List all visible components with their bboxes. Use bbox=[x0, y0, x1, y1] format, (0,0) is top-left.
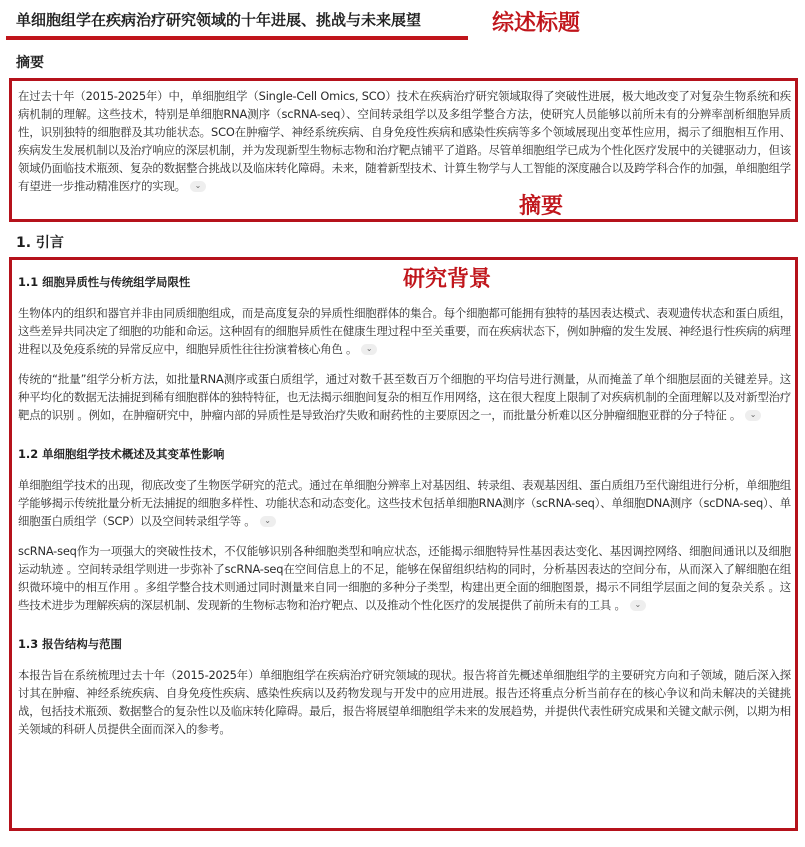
section-1-2-paragraph-1: 单细胞组学技术的出现，彻底改变了生物医学研究的范式。通过在单细胞分辨率上对基因组、转录组、表观基因组、蛋白质组乃至代谢组进行分析，单细胞组学能够揭示传统批量分析无法捕捉的细胞多样性、功能状态和动态变化。这些技术包括单细胞RNA测序（scRNA-seq）、单细胞DNA测序（scDNA-seq）、单细胞蛋白质组学（SCP）以及空间转录组学等 。 ⌄ bbox=[18, 478, 791, 528]
abstract-text: 在过去十年（2015-2025年）中，单细胞组学（Single-Cell Omics, SCO）技术在疾病治疗研究领域取得了突破性进展，极大地改变了对复杂生物系统和疾病机制的理解。这些技术，特别是单细胞RNA测序（scRNA-seq）、空间转录组学以及多组学整合方法，使研究人员能够以前所未有的分辨率剖析细胞异质性，识别独特的细胞群及其功能状态。SCO在肿瘤学、神经系统疾病、自身免疫性疾病和感染性疾病等多个领域展现出变革性应用，揭示了细胞相互作用、疾病发生发展机制以及治疗响应的深层机制，并为发现新型生物标志物和治疗靶点铺平了道路。尽管单细胞组学已成为个性化医疗发展中的关键驱动力，但该领域仍面临技术瓶颈、复杂的数据整合挑战以及临床转化障碍。未来，随着新型技术、计算生物学与人工智能的深度融合以及跨学科合作的加强，单细胞组学有望进一步推动精准医疗的实现。 ⌄ bbox=[18, 89, 791, 193]
expand-chevron-icon[interactable]: ⌄ bbox=[745, 410, 761, 421]
annotation-abstract-label: 摘要 bbox=[519, 194, 564, 219]
page-title: 单细胞组学在疾病治疗研究领域的十年进展、挑战与未来展望 bbox=[16, 11, 422, 29]
abstract-heading: 摘要 bbox=[16, 55, 44, 71]
section-1-3-heading: 1.3 报告结构与范围 bbox=[18, 637, 122, 651]
section-1-2-heading: 1.2 单细胞组学技术概述及其变革性影响 bbox=[18, 447, 225, 461]
annotation-title-label: 综述标题 bbox=[492, 11, 581, 36]
abstract-box bbox=[9, 78, 798, 222]
expand-chevron-icon[interactable]: ⌄ bbox=[361, 344, 377, 355]
background-box bbox=[9, 257, 798, 831]
section-1-1-heading: 1.1 细胞异质性与传统组学局限性 bbox=[18, 275, 191, 289]
section-1-1-paragraph-1: 生物体内的组织和器官并非由同质细胞组成，而是高度复杂的异质性细胞群体的集合。每个细胞都可能拥有独特的基因表达模式、表观遗传状态和蛋白质组，这些差异共同决定了细胞的功能和命运。这种固有的细胞异质性在健康生理过程中至关重要，而在疾病状态下，例如肿瘤的发生发展、神经退行性疾病的病理进程以及免疫系统的异常反应中，细胞异质性往往扮演着核心角色 。 ⌄ bbox=[18, 306, 791, 356]
section-1-3-paragraph-1: 本报告旨在系统梳理过去十年（2015-2025年）单细胞组学在疾病治疗研究领域的现状。报告将首先概述单细胞组学的主要研究方向和子领域，随后深入探讨其在肿瘤、神经系统疾病、自身免疫性疾病、感染性疾病以及药物发现与开发中的应用进展。报告还将重点分析当前存在的核心争议和尚未解决的关键挑战，包括技术瓶颈、数据整合的复杂性以及临床转化障碍。最后，报告将展望单细胞组学未来的发展趋势，并提供代表性研究成果和关键文献示例，以期为相关领域的科研人员提供全面而深入的参考。 bbox=[18, 668, 791, 736]
intro-heading: 1. 引言 bbox=[16, 235, 64, 251]
expand-chevron-icon[interactable]: ⌄ bbox=[630, 600, 646, 611]
section-1-2-paragraph-2: scRNA-seq作为一项强大的突破性技术，不仅能够识别各种细胞类型和响应状态，还能揭示细胞特异性基因表达变化、基因调控网络、细胞间通讯以及细胞运动轨迹 。空间转录组学则进一步弥补了scRNA-seq在空间信息上的不足，能够在保留组织结构的同时，分析基因表达的空间分布，从而深入了解细胞在组织微环境中的相互作用 。多组学整合技术则通过同时测量来自同一细胞的多种分子类型，构建出更全面的细胞图景，揭示不同组学层面之间的复杂关系 。这些技术进步为理解疾病的深层机制、发现新的生物标志物和治疗靶点、以及推动个性化医疗的发展提供了前所未有的工具 。 ⌄ bbox=[18, 544, 791, 612]
expand-chevron-icon[interactable]: ⌄ bbox=[190, 181, 206, 192]
annotation-background-label: 研究背景 bbox=[403, 267, 492, 292]
expand-chevron-icon[interactable]: ⌄ bbox=[260, 516, 276, 527]
title-underline bbox=[6, 36, 468, 40]
section-1-1-paragraph-2: 传统的“批量”组学分析方法，如批量RNA测序或蛋白质组学，通过对数千甚至数百万个细胞的平均信号进行测量，从而掩盖了单个细胞层面的关键差异。这种平均化的数据无法捕捉到稀有细胞群体的独特特征，也无法揭示细胞间复杂的相互作用网络，这在很大程度上限制了对疾病机制的全面理解以及对新型治疗靶点的识别 。例如，在肿瘤研究中，肿瘤内部的异质性是导致治疗失败和耐药性的主要原因之一，而批量分析难以区分肿瘤细胞亚群的分子特征 。 ⌄ bbox=[18, 372, 791, 422]
